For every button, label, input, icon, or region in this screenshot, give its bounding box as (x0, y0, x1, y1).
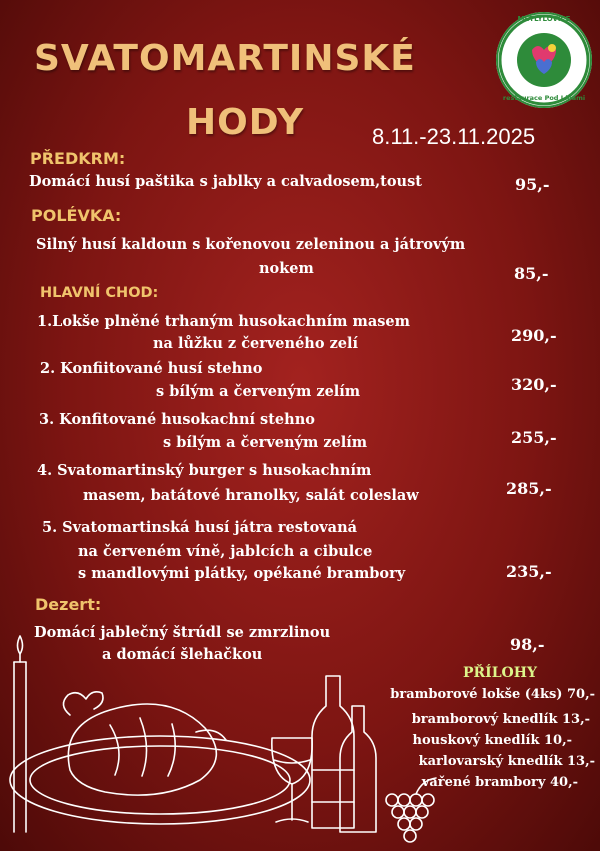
main-item-2-price: 320,- (511, 375, 557, 394)
starter-heading: PŘEDKRM: (30, 149, 126, 168)
soup-line1: Silný husí kaldoun s kořenovou zeleninou a játrovým (36, 236, 466, 253)
main-item-3-price: 255,- (511, 428, 557, 447)
main-item-4-line1: 4. Svatomartinský burger s husokachním (37, 462, 372, 479)
soup-line2: nokem (259, 260, 314, 277)
starter-item: Domácí husí paštika s jablky a calvadosem,toust (29, 173, 422, 190)
roast-goose-icon (63, 692, 226, 795)
sides-heading: PŘÍLOHY (463, 665, 537, 681)
candle-icon (14, 636, 26, 832)
main-heading: HLAVNÍ CHOD: (40, 285, 159, 301)
side-item-5: vařené brambory 40,- (421, 775, 578, 790)
wine-bottle-2-icon (340, 706, 376, 832)
dessert-line2: a domácí šlehačkou (102, 646, 263, 663)
dessert-heading: Dezert: (35, 595, 102, 614)
page-title-line1: SVATOMARTINSKÉ (34, 38, 416, 79)
date-range: 8.11.-23.11.2025 (372, 124, 536, 149)
wine-bottle-icon (312, 676, 354, 828)
side-item-4: karlovarský knedlík 13,- (418, 754, 595, 769)
main-item-1-line1: 1.Lokše plněné trhaným husokachním masem (37, 313, 410, 330)
soup-price: 85,- (514, 264, 549, 283)
logo-top-text: METLYLOVICE (517, 15, 571, 23)
starter-price: 95,- (515, 175, 550, 194)
page-title-line2: HODY (186, 102, 305, 143)
wine-glass-icon (272, 738, 312, 822)
dessert-price: 98,- (510, 635, 545, 654)
main-item-2-line1: 2. Konfiitované husí stehno (40, 360, 263, 377)
plate-icon (10, 736, 310, 824)
main-item-2-line2: s bílým a červeným zelím (156, 383, 361, 400)
main-item-5-line3: s mandlovými plátky, opékané brambory (78, 565, 406, 582)
side-item-1: bramborové lokše (4ks) 70,- (390, 687, 595, 702)
soup-heading: POLÉVKA: (31, 206, 122, 225)
feast-illustration (0, 620, 600, 851)
restaurant-logo (496, 12, 592, 108)
side-item-2: bramborový knedlík 13,- (411, 712, 590, 727)
main-item-4-line2: masem, batátové hranolky, salát coleslaw (83, 487, 419, 504)
main-item-1-price: 290,- (511, 326, 557, 345)
main-item-3-line1: 3. Konfitované husokachní stehno (39, 411, 315, 428)
side-item-3: houskový knedlík 10,- (412, 733, 572, 748)
grapes-icon (386, 778, 436, 842)
main-item-4-price: 285,- (506, 479, 552, 498)
logo-bottom-text: restaurace Pod Lípami (502, 94, 586, 102)
main-item-5-line1: 5. Svatomartinská husí játra restovaná (42, 519, 358, 536)
main-item-3-line2: s bílým a červeným zelím (163, 434, 368, 451)
main-item-5-price: 235,- (506, 562, 552, 581)
main-item-1-line2: na lůžku z červeného zelí (153, 335, 359, 352)
main-item-5-line2: na červeném víně, jablcích a cibulce (78, 543, 373, 560)
dessert-line1: Domácí jablečný štrúdl se zmrzlinou (34, 624, 331, 641)
